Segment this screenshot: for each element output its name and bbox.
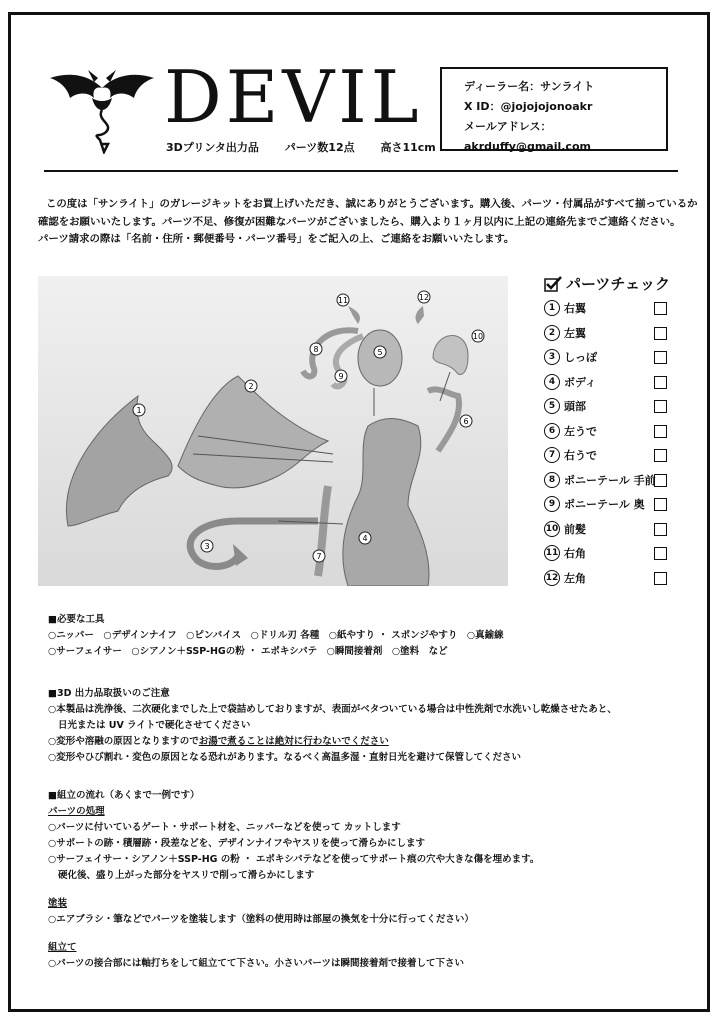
dealer-email: メールアドレス：akrduffy@gmail.com [464, 120, 591, 153]
part-name: ポニーテール 手前 [564, 473, 656, 487]
assembly-line: 硬化後、盛り上がった部分をヤスリで削って滑らかにします [58, 870, 315, 881]
product-subtitle [166, 139, 458, 155]
assembly-line: ○サポートの跡・積層跡・段差などを、デザインナイフやヤスリを使って滑らかにします [48, 838, 425, 849]
handling-line: ○本製品は洗浄後、二次硬化までした上で袋詰めしておりますが、表面がベタついている場合は中性洗剤で水洗いし乾燥させたあと、 [48, 704, 617, 715]
assembly-heading: ■組立の流れ（あくまで一例です） [48, 790, 200, 801]
left-horn-part [416, 306, 424, 324]
product-title: DEVIL [164, 55, 423, 139]
checklist-item [544, 370, 674, 395]
part-name: 左翼 [564, 326, 586, 340]
checklist-item [544, 468, 674, 493]
right-arm-part [318, 486, 328, 576]
part-name: 左角 [564, 571, 586, 585]
parts-processing-heading: パーツの処理 [48, 806, 105, 817]
diagram-label: 6 [463, 417, 469, 426]
assembly-line: ○パーツに付いているゲート・サポート材を、ニッパーなどを使って カットします [48, 822, 401, 833]
part-name: 左うで [564, 424, 597, 438]
part-number: 11 [544, 545, 560, 561]
parts-count: パーツ数12点 [284, 141, 355, 154]
part-name: しっぽ [564, 351, 597, 365]
part-name: ボディ [564, 375, 597, 389]
diagram-label: 8 [313, 345, 319, 354]
tools-section [48, 612, 504, 660]
part-number: 8 [544, 472, 560, 488]
handling-section [48, 686, 617, 766]
checklist-item [544, 541, 674, 566]
part-checkbox[interactable] [654, 547, 667, 560]
part-checkbox[interactable] [654, 425, 667, 438]
body-part [343, 419, 429, 587]
figure-height: 高さ11cm [380, 141, 436, 154]
part-name: 右うで [564, 449, 597, 463]
checklist-item [544, 296, 674, 321]
handling-line: 日光または UV ライトで硬化させてください [58, 720, 251, 731]
checkbox-checked-icon [544, 276, 562, 292]
part-name: ポニーテール 奥 [564, 498, 645, 512]
diagram-label: 3 [204, 542, 210, 551]
dealer-name: ディーラー名：サンライト [464, 80, 595, 93]
build-heading: 組立て [48, 942, 77, 953]
checklist-item [544, 345, 674, 370]
part-number: 10 [544, 521, 560, 537]
diagram-label: 9 [338, 372, 344, 381]
checklist-item [544, 321, 674, 346]
part-checkbox[interactable] [654, 351, 667, 364]
diagram-label: 2 [248, 382, 254, 391]
paint-line: ○エアブラシ・筆などでパーツを塗装します（塗料の使用時は部屋の換気を十分に行ってください） [48, 914, 474, 925]
checklist-item [544, 566, 674, 591]
build-line: ○パーツの接合部には軸打ちをして組立てて下さい。小さいパーツは瞬間接着剤で接着して下さい [48, 958, 465, 969]
part-number: 12 [544, 570, 560, 586]
part-checkbox[interactable] [654, 400, 667, 413]
left-arm-part [428, 389, 459, 451]
part-number: 3 [544, 349, 560, 365]
checklist-item [544, 492, 674, 517]
part-checkbox[interactable] [654, 449, 667, 462]
left-wing-part [178, 376, 328, 488]
part-checkbox[interactable] [654, 302, 667, 315]
part-checkbox[interactable] [654, 498, 667, 511]
part-number: 6 [544, 423, 560, 439]
part-number: 4 [544, 374, 560, 390]
tools-line: ○サーフェイサー ○シアノン＋SSP-HGの粉 ・ エポキシパテ ○瞬間接着剤 ○塗料 など [48, 646, 448, 657]
tools-heading: ■必要な工具 [48, 614, 105, 625]
parts-checklist [544, 272, 674, 590]
part-number: 2 [544, 325, 560, 341]
intro-text [38, 196, 698, 249]
part-checkbox[interactable] [654, 327, 667, 340]
dealer-x-id: X ID：@jojojojonoakr [464, 100, 593, 113]
part-checkbox[interactable] [654, 474, 667, 487]
devil-logo-icon [48, 68, 156, 154]
diagram-label: 7 [316, 552, 322, 561]
part-name: 頭部 [564, 400, 586, 414]
checklist-item [544, 394, 674, 419]
part-checkbox[interactable] [654, 376, 667, 389]
right-wing-part [66, 396, 172, 526]
part-number: 5 [544, 398, 560, 414]
part-name: 右角 [564, 547, 586, 561]
diagram-label: 10 [472, 332, 484, 341]
part-number: 1 [544, 300, 560, 316]
diagram-label: 11 [337, 296, 349, 305]
dealer-info-box [440, 67, 668, 151]
diagram-label: 1 [136, 406, 142, 415]
handling-text: ○変形や溶融の原因となりますので [48, 736, 199, 747]
paint-heading: 塗装 [48, 898, 68, 909]
intro-line: 確認をお願いいたします。パーツ不足、修復が困難なパーツがございましたら、購入より１ヶ月以内に上記の連絡先までご連絡ください。 [38, 215, 681, 228]
checklist-item [544, 419, 674, 444]
part-name: 前髪 [564, 522, 586, 536]
checklist-item [544, 443, 674, 468]
handling-warning: お湯で煮ることは絶対に行わないでください [198, 736, 389, 747]
handling-heading: ■3D 出力品取扱いのご注意 [48, 688, 170, 699]
part-checkbox[interactable] [654, 572, 667, 585]
part-name: 右翼 [564, 302, 586, 316]
checklist-item [544, 517, 674, 542]
checklist-header [544, 272, 674, 296]
diagram-label: 5 [377, 348, 383, 357]
handling-line: ○変形やひび割れ・変色の原因となる恐れがあります。なるべく高温多湿・直射日光を避けて保管してください [48, 752, 522, 763]
bangs-part [433, 336, 468, 375]
header-divider [44, 170, 678, 172]
print-type: 3Dプリンタ出力品 [166, 141, 259, 154]
intro-line: パーツ請求の際は「名前・住所・郵便番号・パーツ番号」をご記入の上、ご連絡をお願いいたします。 [38, 233, 515, 245]
checklist-title: パーツチェック [566, 275, 670, 293]
diagram-label: 12 [418, 293, 430, 302]
parts-diagram [38, 276, 508, 586]
tools-line: ○ニッパー ○デザインナイフ ○ピンバイス ○ドリル刃 各種 ○紙やすり ・ スポンジやすり ○真鍮線 [48, 630, 504, 641]
intro-line: この度は「サンライト」のガレージキットをお買上げいただき、誠にありがとうございます。購入後、パーツ・付属品がすべて揃っているか [46, 198, 698, 210]
diagram-label: 4 [362, 534, 368, 543]
assembly-line: ○サーフェイサー・シアノン＋SSP-HG の粉 ・ エポキシパテなどを使ってサポート痕の穴や大きな傷を埋めます。 [48, 854, 540, 865]
assembly-section [48, 788, 539, 972]
part-number: 7 [544, 447, 560, 463]
part-number: 9 [544, 496, 560, 512]
part-checkbox[interactable] [654, 523, 667, 536]
handling-line [48, 734, 617, 750]
right-horn-part [348, 306, 360, 324]
